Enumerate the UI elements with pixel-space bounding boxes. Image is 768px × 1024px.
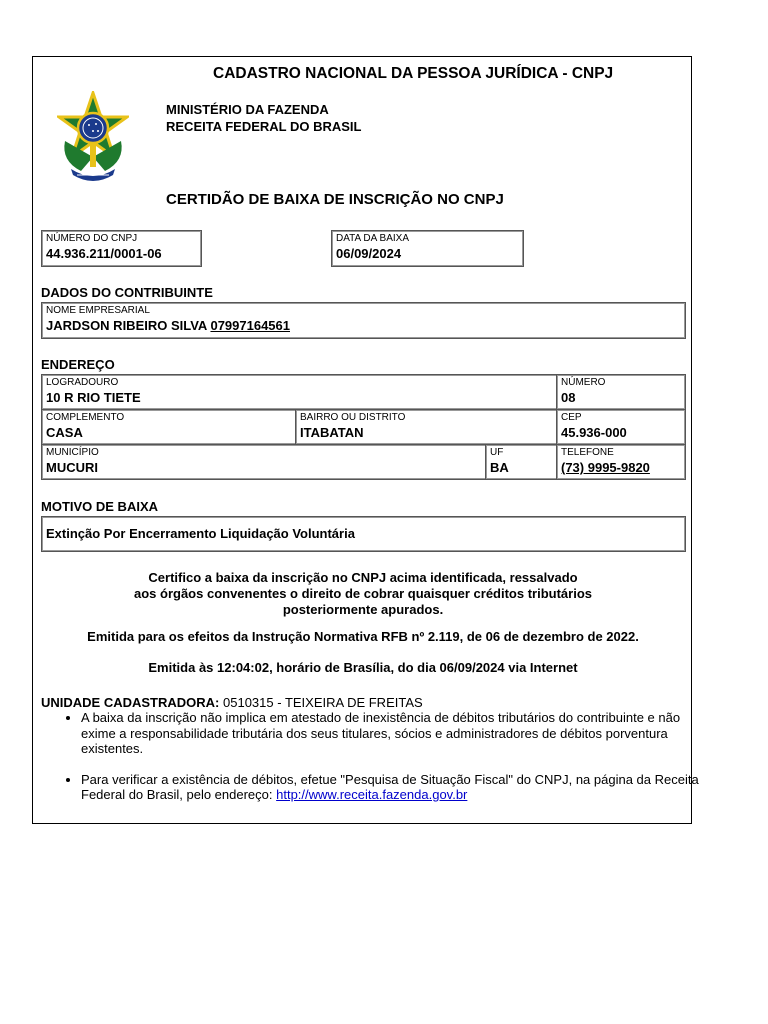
certification-text bbox=[33, 570, 693, 618]
cep-value: 45.936-000 bbox=[561, 425, 627, 440]
coat-of-arms-icon bbox=[57, 91, 129, 187]
cnpj-number-label: NÚMERO DO CNPJ bbox=[46, 233, 138, 244]
uf-field bbox=[485, 444, 558, 480]
complement-field bbox=[41, 409, 297, 445]
phone-label: TELEFONE bbox=[561, 447, 614, 458]
complement-value: CASA bbox=[46, 425, 83, 440]
ministry-name: MINISTÉRIO DA FAZENDA bbox=[166, 102, 329, 117]
list-item bbox=[81, 772, 701, 803]
phone-field bbox=[556, 444, 686, 480]
complement-label: COMPLEMENTO bbox=[46, 412, 125, 423]
registering-unit bbox=[41, 695, 423, 710]
registering-unit-value: 0510315 - TEIXEIRA DE FREITAS bbox=[223, 695, 423, 710]
city-value: MUCURI bbox=[46, 460, 98, 475]
certification-line-1: Certifico a baixa da inscrição no CNPJ acima identificada, ressalvado bbox=[148, 570, 578, 585]
list-item bbox=[81, 710, 701, 757]
cep-label: CEP bbox=[561, 412, 582, 423]
street-field bbox=[41, 374, 558, 410]
note-2-text: Para verificar a existência de débitos, efetue "Pesquisa de Situação Fiscal" do CNPJ, na página da Receita Federal do Brasil, pelo endereço: bbox=[81, 771, 699, 802]
phone-value: (73) 9995-9820 bbox=[561, 460, 650, 475]
cnpj-number-field bbox=[41, 230, 202, 267]
business-name-text: JARDSON RIBEIRO SILVA bbox=[46, 318, 207, 333]
uf-label: UF bbox=[490, 447, 504, 458]
reason-section-title: MOTIVO DE BAIXA bbox=[41, 499, 159, 514]
certificate-page bbox=[32, 56, 699, 824]
cep-field bbox=[556, 409, 686, 445]
agency-name: RECEITA FEDERAL DO BRASIL bbox=[166, 119, 362, 134]
district-label: BAIRRO OU DISTRITO bbox=[300, 412, 406, 423]
notes-list bbox=[61, 710, 701, 818]
certification-line-3: posteriormente apurados. bbox=[282, 602, 444, 617]
number-field bbox=[556, 374, 686, 410]
street-value: 10 R RIO TIETE bbox=[46, 390, 141, 405]
business-name-cpf: 07997164561 bbox=[210, 318, 290, 333]
city-label: MUNICÍPIO bbox=[46, 447, 99, 458]
district-value: ITABATAN bbox=[300, 425, 364, 440]
note-1-text: A baixa da inscrição não implica em atestado de inexistência de débitos tributários do contribuinte e não exime a responsabilidade tributária dos seus titulares, sócios e administradores de débitos porventura existentes. bbox=[81, 710, 681, 756]
number-label: NÚMERO bbox=[561, 377, 606, 388]
reason-value: Extinção Por Encerramento Liquidação Voluntária bbox=[46, 526, 355, 541]
issued-text: Emitida às 12:04:02, horário de Brasília, do dia 06/09/2024 via Internet bbox=[148, 660, 578, 675]
normative-text: Emitida para os efeitos da Instrução Normativa RFB nº 2.119, de 06 de dezembro de 2022. bbox=[87, 629, 639, 644]
uf-value: BA bbox=[490, 460, 509, 475]
closure-date-field bbox=[331, 230, 524, 267]
closure-date-value: 06/09/2024 bbox=[336, 246, 402, 261]
street-label: LOGRADOURO bbox=[46, 377, 119, 388]
taxpayer-section-title: DADOS DO CONTRIBUINTE bbox=[41, 285, 213, 300]
certificate-title: CERTIDÃO DE BAIXA DE INSCRIÇÃO NO CNPJ bbox=[166, 191, 504, 208]
number-value: 08 bbox=[561, 390, 576, 405]
city-field bbox=[41, 444, 487, 480]
document-title: CADASTRO NACIONAL DA PESSOA JURÍDICA - CNPJ bbox=[213, 65, 614, 82]
certification-line-2: aos órgãos convenentes o direito de cobrar quaisquer créditos tributários bbox=[134, 586, 592, 601]
registering-unit-label: UNIDADE CADASTRADORA: bbox=[41, 695, 220, 710]
receita-website-link[interactable]: http://www.receita.fazenda.gov.br bbox=[276, 787, 468, 802]
district-field bbox=[295, 409, 558, 445]
cnpj-number-value: 44.936.211/0001-06 bbox=[46, 246, 162, 261]
closure-date-label: DATA DA BAIXA bbox=[336, 233, 409, 244]
address-section-title: ENDEREÇO bbox=[41, 357, 115, 372]
business-name-value bbox=[46, 318, 290, 333]
business-name-label: NOME EMPRESARIAL bbox=[46, 305, 150, 316]
reason-field bbox=[41, 516, 686, 552]
business-name-field bbox=[41, 302, 686, 339]
